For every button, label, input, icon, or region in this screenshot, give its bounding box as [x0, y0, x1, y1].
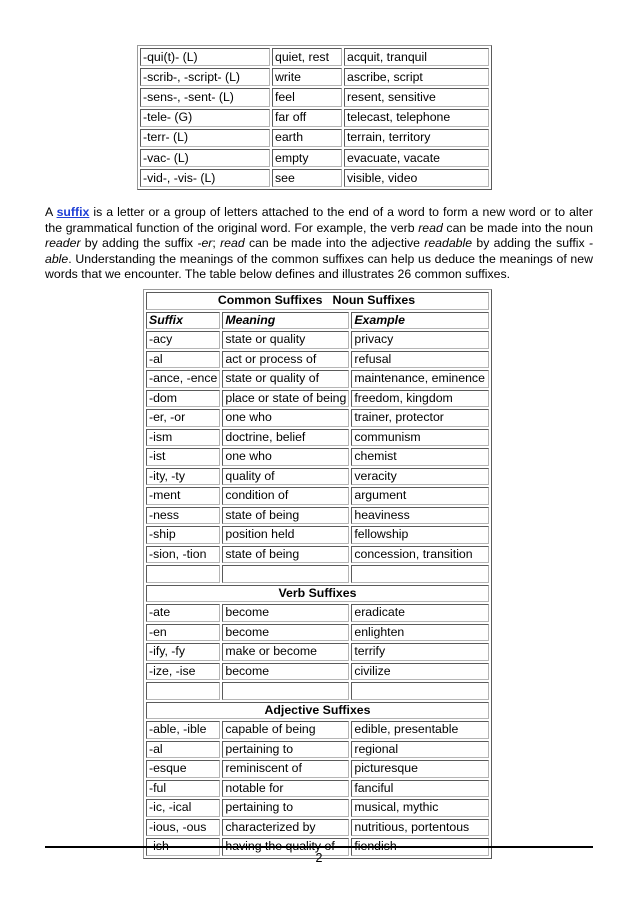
meaning-cell: pertaining to — [222, 799, 349, 817]
meaning-cell: doctrine, belief — [222, 429, 349, 447]
blank-row — [146, 682, 489, 700]
root-cell: -sens-, -sent- (L) — [140, 88, 270, 106]
blank-cell — [351, 565, 489, 583]
suffix-cell: -sion, -tion — [146, 546, 220, 564]
example-cell: nutritious, portentous — [351, 819, 489, 837]
intro-text: by adding the suffix — [472, 236, 589, 251]
table-title-cell — [146, 292, 489, 310]
meaning-cell: act or process of — [222, 351, 349, 369]
table-row — [140, 169, 489, 187]
suffix-cell: -ment — [146, 487, 220, 505]
root-cell: -vac- (L) — [140, 149, 270, 167]
table-row — [140, 129, 489, 147]
suffix-cell: -ful — [146, 780, 220, 798]
suffix-cell: -ish — [146, 838, 220, 856]
example-cell: maintenance, eminence — [351, 370, 489, 388]
example-cell: freedom, kingdom — [351, 390, 489, 408]
column-header-row — [146, 312, 489, 330]
meaning-cell: state of being — [222, 546, 349, 564]
meaning-cell: pertaining to — [222, 741, 349, 759]
example-cell: trainer, protector — [351, 409, 489, 427]
column-header-meaning: Meaning — [222, 312, 349, 330]
table-row — [146, 429, 489, 447]
suffix-cell: -ist — [146, 448, 220, 466]
root-cell: -vid-, -vis- (L) — [140, 169, 270, 187]
table-row — [146, 663, 489, 681]
table-title-row — [146, 292, 489, 310]
table-row — [146, 448, 489, 466]
meaning-cell: make or become — [222, 643, 349, 661]
example-cell: visible, video — [344, 169, 489, 187]
intro-text: by adding the suffix — [80, 236, 198, 251]
intro-text: ; — [212, 236, 221, 251]
blank-cell — [146, 682, 220, 700]
example-cell: telecast, telephone — [344, 109, 489, 127]
section-header-row — [146, 702, 489, 720]
intro-text: can be made into the adjective — [244, 236, 425, 251]
root-cell: -qui(t)- (L) — [140, 48, 270, 66]
table-row — [146, 604, 489, 622]
example-cell: eradicate — [351, 604, 489, 622]
example-cell: refusal — [351, 351, 489, 369]
table-row — [146, 390, 489, 408]
roots-table-body — [140, 48, 489, 187]
common-suffixes-table — [143, 289, 492, 859]
noun-suffixes-heading: Noun Suffixes — [332, 293, 416, 308]
meaning-cell: capable of being — [222, 721, 349, 739]
meaning-cell: quiet, rest — [272, 48, 342, 66]
intro-emphasis: readable — [424, 236, 473, 251]
meaning-cell: see — [272, 169, 342, 187]
meaning-cell: having the quality of — [222, 838, 349, 856]
root-cell: -terr- (L) — [140, 129, 270, 147]
example-cell: regional — [351, 741, 489, 759]
suffix-cell: -acy — [146, 331, 220, 349]
table-title: Common Suffixes — [217, 293, 323, 308]
table-row — [146, 487, 489, 505]
section-header-row — [146, 585, 489, 603]
meaning-cell: position held — [222, 526, 349, 544]
blank-cell — [146, 565, 220, 583]
table-row — [146, 546, 489, 564]
table-row — [140, 48, 489, 66]
suffix-link[interactable]: suffix — [56, 205, 90, 219]
suffix-cell: -ance, -ence — [146, 370, 220, 388]
blank-row — [146, 565, 489, 583]
suffix-cell: -ism — [146, 429, 220, 447]
table-row — [146, 643, 489, 661]
example-cell: acquit, tranquil — [344, 48, 489, 66]
intro-text: can be made into the noun — [442, 220, 593, 235]
example-cell: terrify — [351, 643, 489, 661]
table-row — [146, 526, 489, 544]
meaning-cell: state or quality — [222, 331, 349, 349]
example-cell: evacuate, vacate — [344, 149, 489, 167]
table-row — [146, 331, 489, 349]
table-row — [146, 741, 489, 759]
table-row — [146, 624, 489, 642]
suffix-cell: -ious, -ous — [146, 819, 220, 837]
table-row — [146, 507, 489, 525]
table-row — [146, 819, 489, 837]
intro-emphasis: read — [418, 220, 443, 235]
meaning-cell: one who — [222, 448, 349, 466]
example-cell: musical, mythic — [351, 799, 489, 817]
verb-suffix-rows — [146, 604, 489, 680]
blank-cell — [222, 682, 349, 700]
suffix-cell: -al — [146, 351, 220, 369]
example-cell: heaviness — [351, 507, 489, 525]
suffix-intro-paragraph — [45, 205, 593, 283]
column-header-suffix: Suffix — [146, 312, 220, 330]
suffix-cell: -ate — [146, 604, 220, 622]
example-cell: fiendish — [351, 838, 489, 856]
suffix-cell: -ify, -fy — [146, 643, 220, 661]
meaning-cell: place or state of being — [222, 390, 349, 408]
table-row — [146, 780, 489, 798]
suffix-cell: -er, -or — [146, 409, 220, 427]
root-cell: -tele- (G) — [140, 109, 270, 127]
example-cell: privacy — [351, 331, 489, 349]
suffix-cell: -al — [146, 741, 220, 759]
suffix-cell: -ness — [146, 507, 220, 525]
meaning-cell: state or quality of — [222, 370, 349, 388]
adjective-suffixes-heading: Adjective Suffixes — [146, 702, 489, 720]
meaning-cell: one who — [222, 409, 349, 427]
intro-text: . Understanding the meanings of the common suffixes can help us deduce the meanings of new words that we encounter. The table below defines and illustrates 26 common suffixes. — [45, 251, 593, 282]
example-cell: terrain, territory — [344, 129, 489, 147]
example-cell: argument — [351, 487, 489, 505]
meaning-cell: quality of — [222, 468, 349, 486]
page-number: 2 — [315, 851, 323, 865]
table-row — [140, 88, 489, 106]
word-roots-table — [137, 45, 492, 190]
example-cell: resent, sensitive — [344, 88, 489, 106]
suffix-cell: -able, -ible — [146, 721, 220, 739]
footer-rule — [45, 846, 593, 848]
table-row — [146, 351, 489, 369]
meaning-cell: notable for — [222, 780, 349, 798]
intro-emphasis: -er — [197, 236, 213, 251]
suffix-cell: -ize, -ise — [146, 663, 220, 681]
table-row — [140, 149, 489, 167]
example-cell: concession, transition — [351, 546, 489, 564]
example-cell: ascribe, script — [344, 68, 489, 86]
blank-cell — [222, 565, 349, 583]
verb-suffixes-heading: Verb Suffixes — [146, 585, 489, 603]
noun-suffix-rows — [146, 331, 489, 563]
example-cell: communism — [351, 429, 489, 447]
meaning-cell: reminiscent of — [222, 760, 349, 778]
intro-emphasis: reader — [45, 236, 81, 251]
example-cell: edible, presentable — [351, 721, 489, 739]
suffix-cell: -en — [146, 624, 220, 642]
meaning-cell: far off — [272, 109, 342, 127]
intro-text: is a letter or a group of letters attached to the end of a word to form a new word or to alter the grammatical function of the original word. For example, the verb — [45, 205, 593, 235]
meaning-cell: characterized by — [222, 819, 349, 837]
suffix-cell: -ic, -ical — [146, 799, 220, 817]
table-row — [140, 109, 489, 127]
meaning-cell: condition of — [222, 487, 349, 505]
intro-emphasis: read — [220, 236, 245, 251]
table-row — [146, 409, 489, 427]
meaning-cell: earth — [272, 129, 342, 147]
adjective-suffix-rows — [146, 721, 489, 856]
meaning-cell: become — [222, 624, 349, 642]
root-cell: -scrib-, -script- (L) — [140, 68, 270, 86]
example-cell: civilize — [351, 663, 489, 681]
meaning-cell: state of being — [222, 507, 349, 525]
table-row — [146, 721, 489, 739]
suffix-cell: -ship — [146, 526, 220, 544]
meaning-cell: empty — [272, 149, 342, 167]
example-cell: fanciful — [351, 780, 489, 798]
table-row — [146, 468, 489, 486]
table-row — [146, 799, 489, 817]
meaning-cell: feel — [272, 88, 342, 106]
meaning-cell: write — [272, 68, 342, 86]
table-row — [140, 68, 489, 86]
example-cell: chemist — [351, 448, 489, 466]
example-cell: picturesque — [351, 760, 489, 778]
intro-emphasis: -able — [45, 236, 594, 266]
intro-text: A — [45, 205, 57, 219]
meaning-cell: become — [222, 663, 349, 681]
example-cell: veracity — [351, 468, 489, 486]
table-row — [146, 760, 489, 778]
example-cell: fellowship — [351, 526, 489, 544]
table-row — [146, 370, 489, 388]
column-header-example: Example — [351, 312, 489, 330]
suffix-cell: -esque — [146, 760, 220, 778]
suffix-cell: -dom — [146, 390, 220, 408]
example-cell: enlighten — [351, 624, 489, 642]
blank-cell — [351, 682, 489, 700]
suffix-cell: -ity, -ty — [146, 468, 220, 486]
meaning-cell: become — [222, 604, 349, 622]
